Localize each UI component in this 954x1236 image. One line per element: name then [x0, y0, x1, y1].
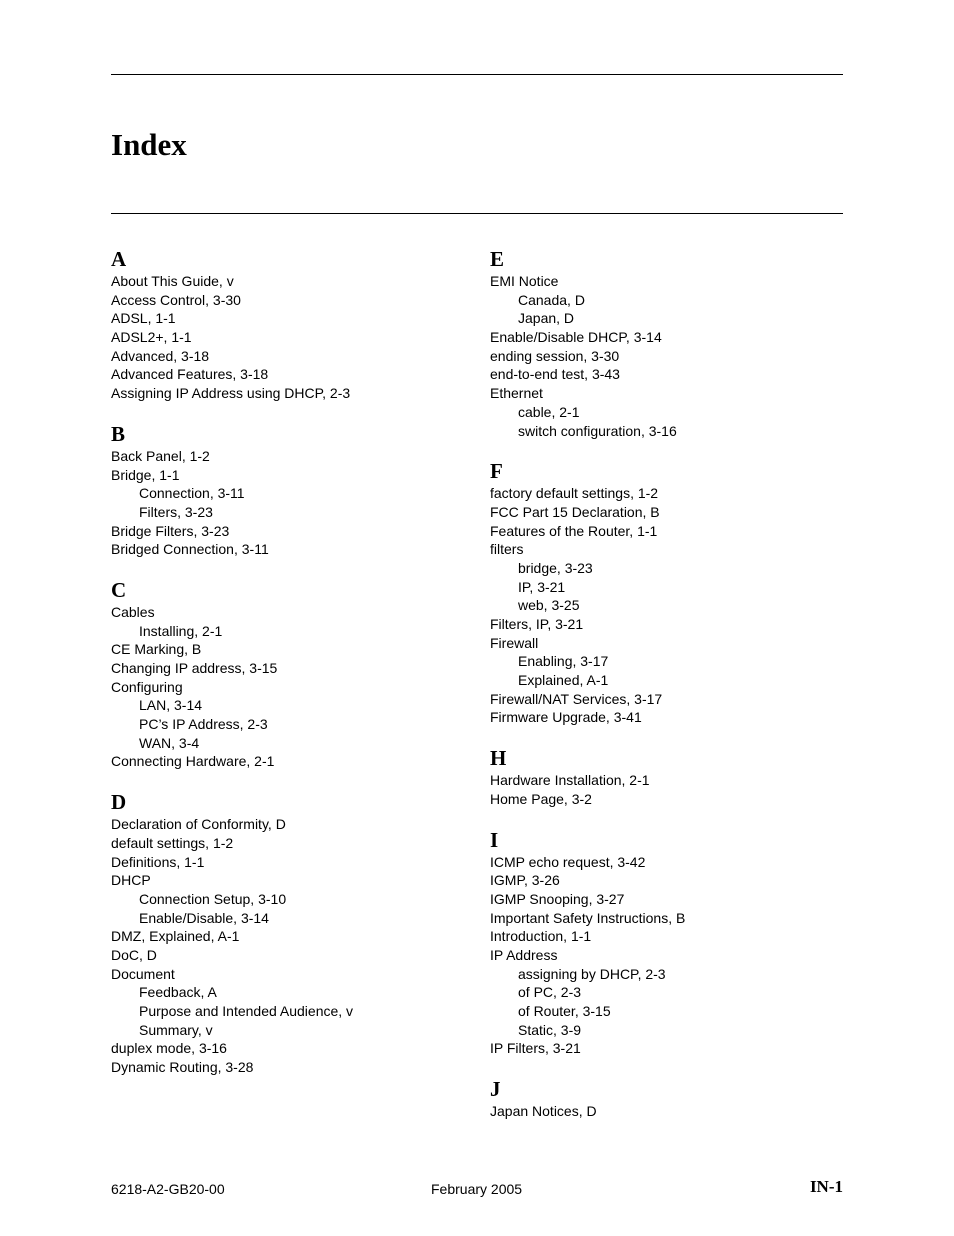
index-entry: EMI Notice [490, 273, 559, 289]
index-subentry: PC’s IP Address, 2-3 [139, 716, 268, 733]
index-subentry: IP, 3-21 [518, 578, 566, 595]
index-entry: Advanced Features, 3-18 [111, 366, 269, 383]
title-rule [111, 213, 843, 214]
top-rule [111, 74, 843, 75]
index-entry: IGMP, 3-26 [490, 872, 560, 889]
index-subentry: bridge, 3-23 [518, 559, 593, 576]
index-entry: DHCP [111, 872, 151, 889]
index-entry: Filters, IP, 3-21 [490, 616, 584, 632]
index-subentry: Japan, D [518, 310, 575, 327]
index-subentry: Purpose and Intended Audience, v [139, 1003, 354, 1019]
index-entry: duplex mode, 3-16 [111, 1040, 227, 1057]
index-subentry: cable, 2-1 [518, 403, 580, 420]
section-letter: E [490, 247, 505, 271]
index-subentry: Static, 3-9 [518, 1021, 582, 1038]
section-letter: F [490, 459, 503, 484]
section-letter: A [111, 247, 127, 271]
index-section-d [111, 789, 471, 1077]
index-entry: Bridge, 1-1 [111, 466, 180, 483]
index-section-i [490, 827, 850, 1059]
index-subentry: of Router, 3-15 [518, 1003, 611, 1019]
section-letter: D [111, 790, 127, 815]
section-letter: H [490, 746, 507, 771]
index-subentry: Enable/Disable, 3-14 [139, 909, 269, 926]
section-letter: B [111, 421, 126, 446]
index-entry: DMZ, Explained, A-1 [111, 928, 240, 945]
index-subentry: switch configuration, 3-16 [518, 422, 677, 439]
index-entry: ending session, 3-30 [490, 347, 620, 364]
index-entry: Configuring [111, 678, 183, 695]
index-entry: Access Control, 3-30 [111, 291, 241, 308]
index-subentry: web, 3-25 [518, 597, 580, 614]
index-entry: filters [490, 541, 524, 558]
index-entry: Important Safety Instructions, B [490, 909, 686, 926]
index-section-e [490, 246, 850, 440]
index-entry: ADSL, 1-1 [111, 310, 176, 327]
index-entry: Declaration of Conformity, D [111, 816, 286, 833]
index-subentry: Summary, v [139, 1021, 213, 1038]
index-entry: Dynamic Routing, 3-28 [111, 1059, 254, 1076]
index-column-left [111, 246, 471, 1095]
index-section-a [111, 246, 471, 403]
index-entry: ICMP echo request, 3-42 [490, 853, 646, 870]
index-subentry: Filters, 3-23 [139, 503, 213, 520]
index-entry: Ethernet [490, 385, 543, 402]
index-entry: DoC, D [111, 946, 157, 963]
index-subentry: assigning by DHCP, 2-3 [518, 965, 666, 982]
index-subentry: Connection, 3-11 [139, 485, 245, 502]
index-subentry: LAN, 3-14 [139, 697, 203, 714]
index-subentry: Enabling, 3-17 [518, 653, 609, 670]
index-entry: Home Page, 3-2 [490, 790, 592, 807]
index-entry: Connecting Hardware, 2-1 [111, 753, 275, 770]
index-entry: Introduction, 1-1 [490, 928, 592, 945]
index-entry: FCC Part 15 Declaration, B [490, 503, 660, 520]
index-section-h [490, 745, 850, 808]
index-section-j [490, 1076, 850, 1121]
index-entry: Firmware Upgrade, 3-41 [490, 709, 642, 726]
index-entry: end-to-end test, 3-43 [490, 366, 620, 383]
index-entry: Cables [111, 603, 155, 620]
index-entry: Firewall [490, 634, 539, 651]
index-entry: About This Guide, v [111, 273, 234, 289]
index-entry: IP Filters, 3-21 [490, 1040, 581, 1057]
index-entry: Hardware Installation, 2-1 [490, 772, 650, 789]
index-entry: Bridged Connection, 3-11 [111, 541, 269, 558]
index-entry: Enable/Disable DHCP, 3-14 [490, 329, 662, 346]
section-letter: I [490, 827, 499, 852]
index-entry: factory default settings, 1-2 [490, 485, 659, 502]
index-entry: Bridge Filters, 3-23 [111, 522, 230, 539]
index-entry: IGMP Snooping, 3-27 [490, 890, 625, 907]
page-title: Index [111, 127, 187, 162]
index-entry: CE Marking, B [111, 641, 202, 658]
index-entry: Back Panel, 1-2 [111, 447, 210, 464]
index-entry: Features of the Router, 1-1 [490, 522, 658, 539]
index-entry: Definitions, 1-1 [111, 853, 205, 870]
index-subentry: Canada, D [518, 291, 585, 308]
index-entry: default settings, 1-2 [111, 834, 234, 851]
footer-doc-number: 6218-A2-GB20-00 [111, 1181, 225, 1197]
index-entry: Changing IP address, 3-15 [111, 660, 278, 676]
index-subentry: Feedback, A [139, 984, 217, 1001]
index-entry: Firewall/NAT Services, 3-17 [490, 690, 663, 707]
section-letter: J [490, 1077, 501, 1102]
index-subentry: WAN, 3-4 [139, 734, 200, 751]
index-entry: ADSL2+, 1-1 [111, 329, 192, 346]
footer-page-number: IN-1 [809, 1177, 843, 1196]
index-subentry: of PC, 2-3 [518, 984, 582, 1001]
index-subentry: Installing, 2-1 [139, 622, 223, 639]
index-column-right [490, 246, 850, 1139]
index-entry: IP Address [490, 946, 558, 963]
index-subentry: Explained, A-1 [518, 672, 609, 689]
index-entry: Assigning IP Address using DHCP, 2-3 [111, 385, 351, 402]
index-entry: Japan Notices, D [490, 1103, 597, 1120]
index-section-f [490, 458, 850, 727]
index-entry: Advanced, 3-18 [111, 347, 210, 364]
section-letter: C [111, 577, 127, 602]
index-section-b [111, 421, 471, 559]
index-section-c [111, 577, 471, 771]
index-subentry: Connection Setup, 3-10 [139, 890, 287, 907]
footer-date: February 2005 [431, 1181, 523, 1197]
index-entry: Document [111, 965, 175, 982]
